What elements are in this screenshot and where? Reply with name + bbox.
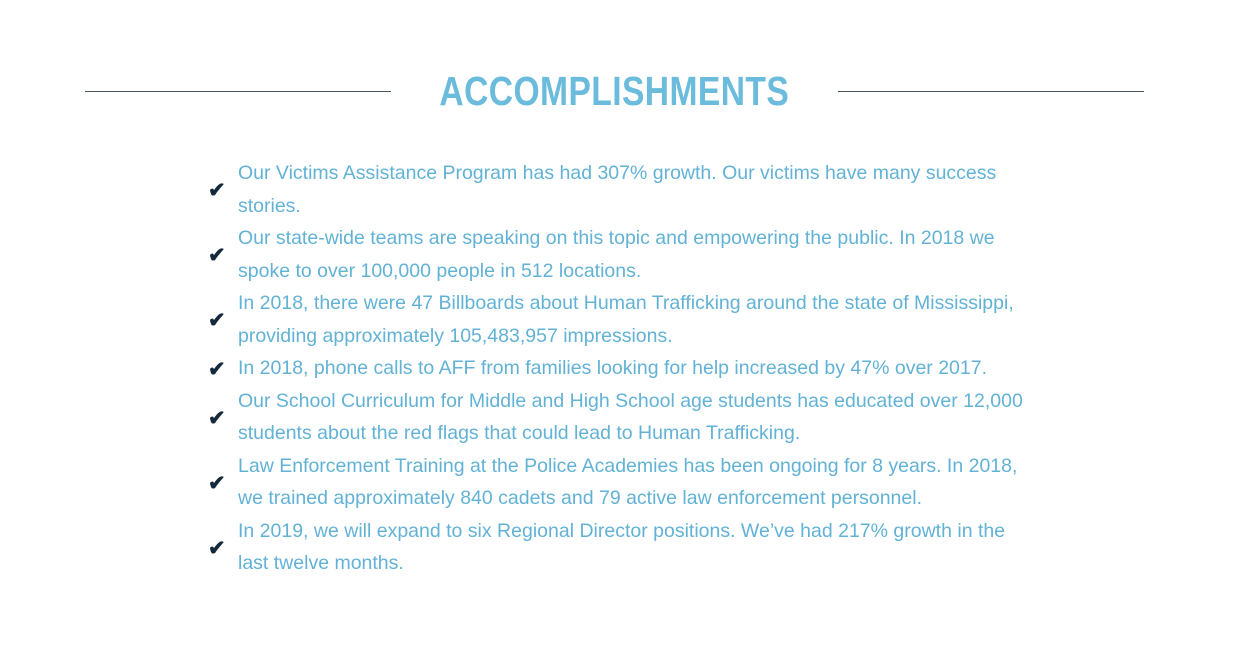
list-item xyxy=(208,287,1028,352)
accomplishments-list xyxy=(208,157,1028,580)
checkmark-icon: ✔ xyxy=(208,309,226,332)
left-divider xyxy=(85,91,391,92)
list-item-text: Our state-wide teams are speaking on this topic and empowering the public. In 2018 we spoke to over 100,000 people in 512 locations. xyxy=(238,227,995,282)
list-item-text: Our Victims Assistance Program has had 307% growth. Our victims have many success stories. xyxy=(238,162,997,217)
list-item xyxy=(208,515,1028,580)
list-item-text: In 2019, we will expand to six Regional Director positions. We’ve had 217% growth in the last twelve months. xyxy=(238,519,1006,574)
list-item-text: Our School Curriculum for Middle and High School age students has educated over 12,000 students about the red flags that could lead to Human Trafficking. xyxy=(238,389,1023,444)
right-divider xyxy=(838,91,1144,92)
checkmark-icon: ✔ xyxy=(208,179,226,202)
list-item xyxy=(208,352,1028,385)
checkmark-icon: ✔ xyxy=(208,536,226,560)
list-item xyxy=(208,450,1028,515)
checkmark-icon: ✔ xyxy=(208,244,226,267)
section-title: ACCOMPLISHMENTS xyxy=(439,68,790,114)
list-item xyxy=(208,222,1028,287)
section-header xyxy=(85,68,1144,115)
list-item-text: In 2018, there were 47 Billboards about Human Trafficking around the state of Mississippi, providing approximately 105,483,957 impressions. xyxy=(238,292,1014,347)
list-item-text: In 2018, phone calls to AFF from families looking for help increased by 47% over 2017. xyxy=(238,357,987,379)
checkmark-icon: ✔ xyxy=(208,357,226,381)
checkmark-icon: ✔ xyxy=(208,406,226,430)
list-item xyxy=(208,385,1028,450)
list-item-text: Law Enforcement Training at the Police Academies has been ongoing for 8 years. In 2018, we trained approximately 840 cadets and 79 active law enforcement personnel. xyxy=(238,454,1018,509)
list-item xyxy=(208,157,1028,222)
checkmark-icon: ✔ xyxy=(208,471,226,495)
